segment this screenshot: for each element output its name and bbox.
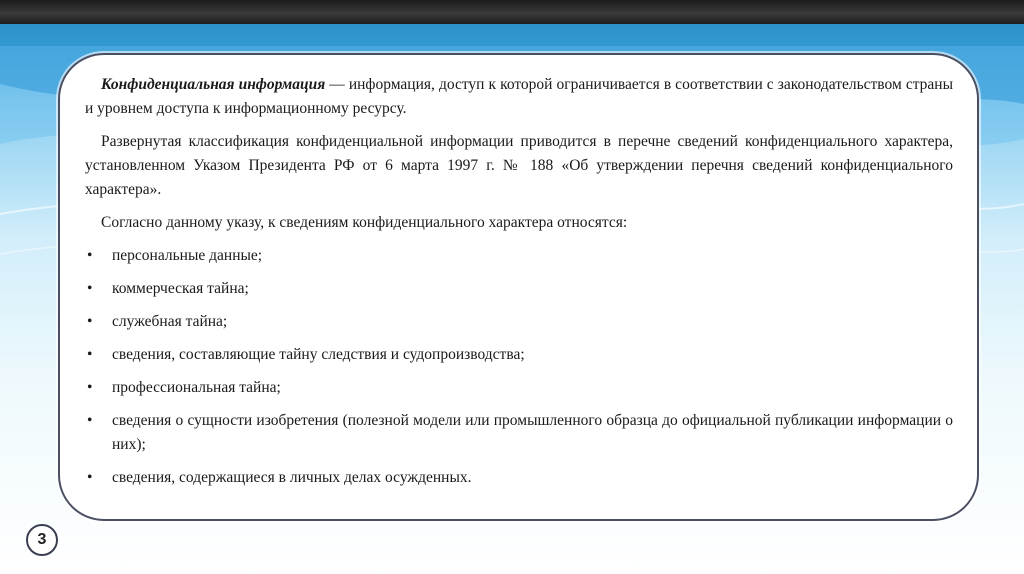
list-item-text: сведения, содержащиеся в личных делах осужденных. <box>112 469 472 486</box>
list-item-text: персональные данные; <box>112 247 263 264</box>
bullet-icon: • <box>87 247 93 264</box>
list-item <box>85 409 953 457</box>
bullet-icon: • <box>87 280 93 297</box>
bullet-icon: • <box>87 346 93 363</box>
list-item <box>85 343 953 367</box>
list-item <box>85 277 953 301</box>
list-intro: Согласно данному указу, к сведениям конфиденциального характера относятся: <box>101 214 628 231</box>
classification-paragraph: Развернутая классификация конфиденциальной информации приводится в перечне сведений конфиденциального характера, установленном Указом Президента РФ от 6 марта 1997 г. № 188 «Об утверждении перечня сведений конфиденциального характера». <box>85 133 953 198</box>
list-item <box>85 310 953 334</box>
bullet-icon: • <box>87 469 93 486</box>
definition-text: — информация, доступ к которой ограничивается в соответствии с законодательством страны и уровнем доступа к информационному ресурсу. <box>85 76 954 117</box>
confidential-info-list <box>85 244 953 490</box>
list-item <box>85 466 953 490</box>
list-item <box>85 244 953 268</box>
list-item-text: коммерческая тайна; <box>112 280 249 297</box>
page-number-badge: 3 <box>26 524 58 556</box>
slide-content <box>85 73 953 499</box>
list-item-text: служебная тайна; <box>112 313 228 330</box>
list-item <box>85 376 953 400</box>
definition-term: Конфиденциальная информация <box>101 76 326 93</box>
list-item-text: профессиональная тайна; <box>112 379 281 396</box>
definition-paragraph <box>85 73 953 121</box>
bullet-icon: • <box>87 313 93 330</box>
top-dark-bar <box>0 0 1024 24</box>
bullet-icon: • <box>87 379 93 396</box>
list-item-text: сведения, составляющие тайну следствия и судопроизводства; <box>112 346 525 363</box>
bullet-icon: • <box>87 412 93 429</box>
list-item-text: сведения о сущности изобретения (полезной модели или промышленного образца до официальной публикации информации о них); <box>112 412 953 453</box>
